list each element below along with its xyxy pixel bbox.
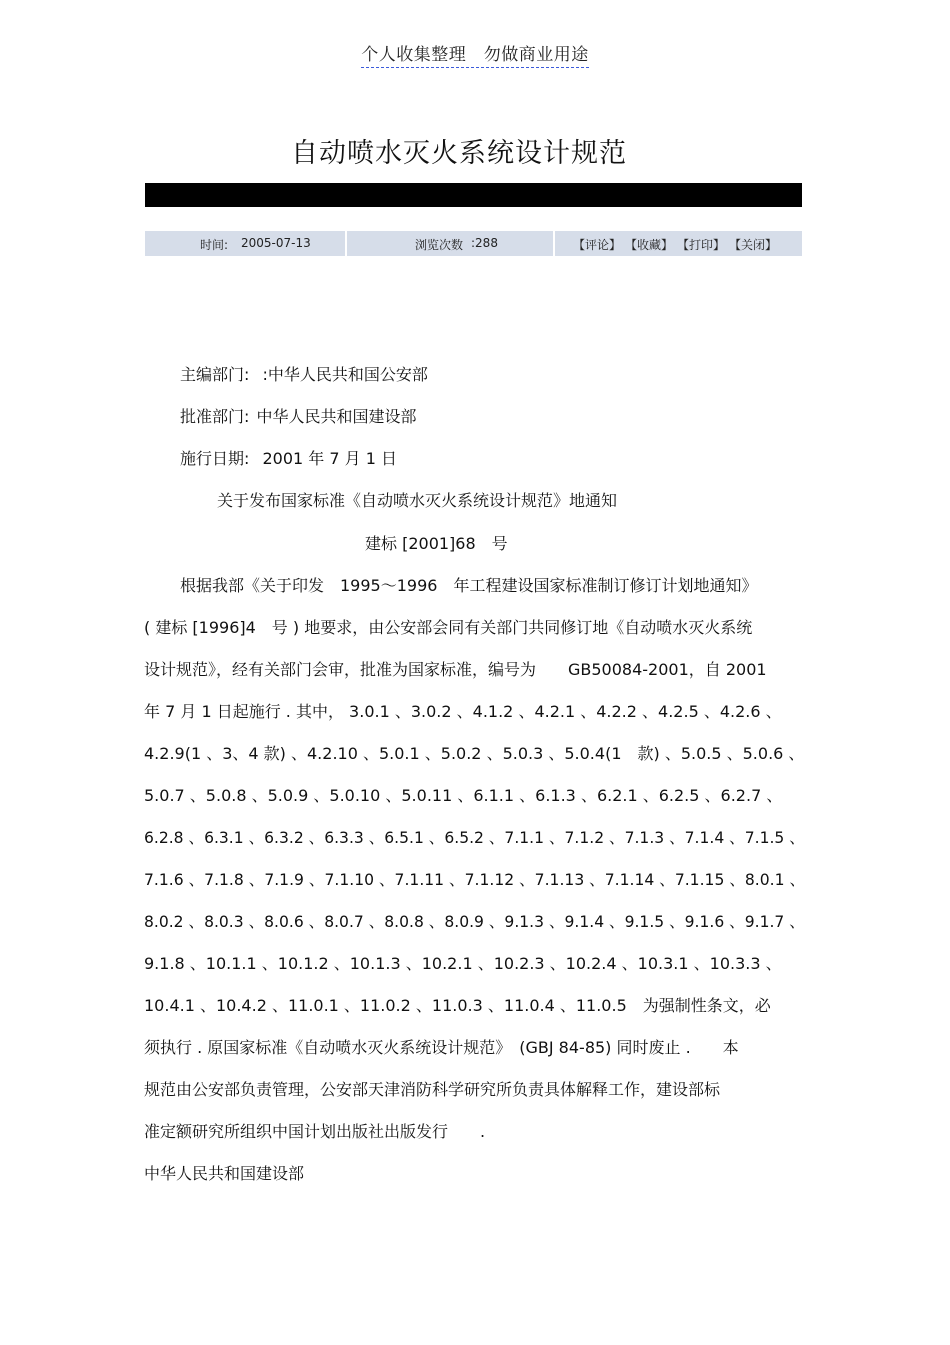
time-value: 2005-07-13 xyxy=(241,236,311,250)
editor-value: :中华人民共和国公安部 xyxy=(262,365,428,384)
watermark-text: 个人收集整理 勿做商业用途 xyxy=(361,45,589,68)
signature: 中华人民共和国建设部 xyxy=(144,1164,305,1183)
close-link[interactable]: 【关闭】 xyxy=(729,238,778,252)
approver-label: 批准部门: xyxy=(180,407,250,426)
approver-line xyxy=(180,407,417,427)
favorite-link[interactable]: 【收藏】 xyxy=(625,238,674,252)
notice-heading: 关于发布国家标准《自动喷水灭火系统设计规范》地通知 xyxy=(217,491,618,510)
info-bar-separator xyxy=(553,231,555,256)
body-line: 5.0.7 、5.0.8 、5.0.9 、5.0.10 、5.0.11 、6.1.1 、6.1.3 、6.2.1 、6.2.5 、6.2.7 、 xyxy=(144,786,783,805)
body-line: 设计规范》，经有关部门会审，批准为国家标准，编号为 GB50084-2001，自 2001 xyxy=(144,660,767,679)
body-line: 根据我部《关于印发 1995～1996 年工程建设国家标准制订修订计划地通知》 xyxy=(180,576,758,595)
notice-doc-number: 建标 [2001]68 号 xyxy=(365,534,508,553)
print-link[interactable]: 【打印】 xyxy=(677,238,726,252)
body-line: 规范由公安部负责管理，公安部天津消防科学研究所负责具体解释工作，建设部标 xyxy=(144,1080,721,1099)
date-value: 2001 年 7 月 1 日 xyxy=(262,449,398,468)
title-divider-bar xyxy=(145,183,802,207)
body-line: ( 建标 [1996]4 号 ) 地要求，由公安部会同有关部门共同修订地《自动喷水灭火系统 xyxy=(144,618,753,637)
views-label: 浏览次数 xyxy=(415,238,464,252)
approver-value: 中华人民共和国建设部 xyxy=(256,407,417,426)
body-line: 6.2.8 、6.3.1 、6.3.2 、6.3.3 、6.5.1 、6.5.2 、7.1.1 、7.1.2 、7.1.3 、7.1.4 、7.1.5 、 xyxy=(144,828,805,847)
body-line: 须执行 . 原国家标准《自动喷水灭火系统设计规范》 (GBJ 84-85) 同时废止 . 本 xyxy=(144,1038,739,1057)
views-value: :288 xyxy=(471,236,498,250)
body-line: 10.4.1 、10.4.2 、11.0.1 、11.0.2 、11.0.3 、11.0.4 、11.0.5 为强制性条文，必 xyxy=(144,996,771,1015)
comment-link[interactable]: 【评论】 xyxy=(573,238,622,252)
body-line: 4.2.9(1 、3、4 款) 、4.2.10 、5.0.1 、5.0.2 、5.0.3 、5.0.4(1 款) 、5.0.5 、5.0.6 、 xyxy=(144,744,805,763)
editor-line xyxy=(180,365,428,385)
editor-label: 主编部门: xyxy=(180,365,250,384)
body-line: 准定额研究所组织中国计划出版社出版发行 . xyxy=(144,1122,486,1141)
time-label: 时间: xyxy=(200,238,229,252)
info-bar-separator xyxy=(345,231,347,256)
date-line xyxy=(180,449,397,469)
body-line: 年 7 月 1 日起施行 . 其中， 3.0.1 、3.0.2 、4.1.2 、4.2.1 、4.2.2 、4.2.5 、4.2.6 、 xyxy=(144,702,782,721)
body-line: 8.0.2 、8.0.3 、8.0.6 、8.0.7 、8.0.8 、8.0.9 、9.1.3 、9.1.4 、9.1.5 、9.1.6 、9.1.7 、 xyxy=(144,912,805,931)
page-title: 自动喷水灭火系统设计规范 xyxy=(291,138,627,169)
date-label: 施行日期: xyxy=(180,449,250,468)
body-line: 7.1.6 、7.1.8 、7.1.9 、7.1.10 、7.1.11 、7.1.12 、7.1.13 、7.1.14 、7.1.15 、8.0.1 、 xyxy=(144,870,806,889)
info-bar xyxy=(145,231,802,256)
watermark-header xyxy=(0,40,950,65)
body-line: 9.1.8 、10.1.1 、10.1.2 、10.1.3 、10.2.1 、10.2.3 、10.2.4 、10.3.1 、10.3.3 、 xyxy=(144,954,782,973)
